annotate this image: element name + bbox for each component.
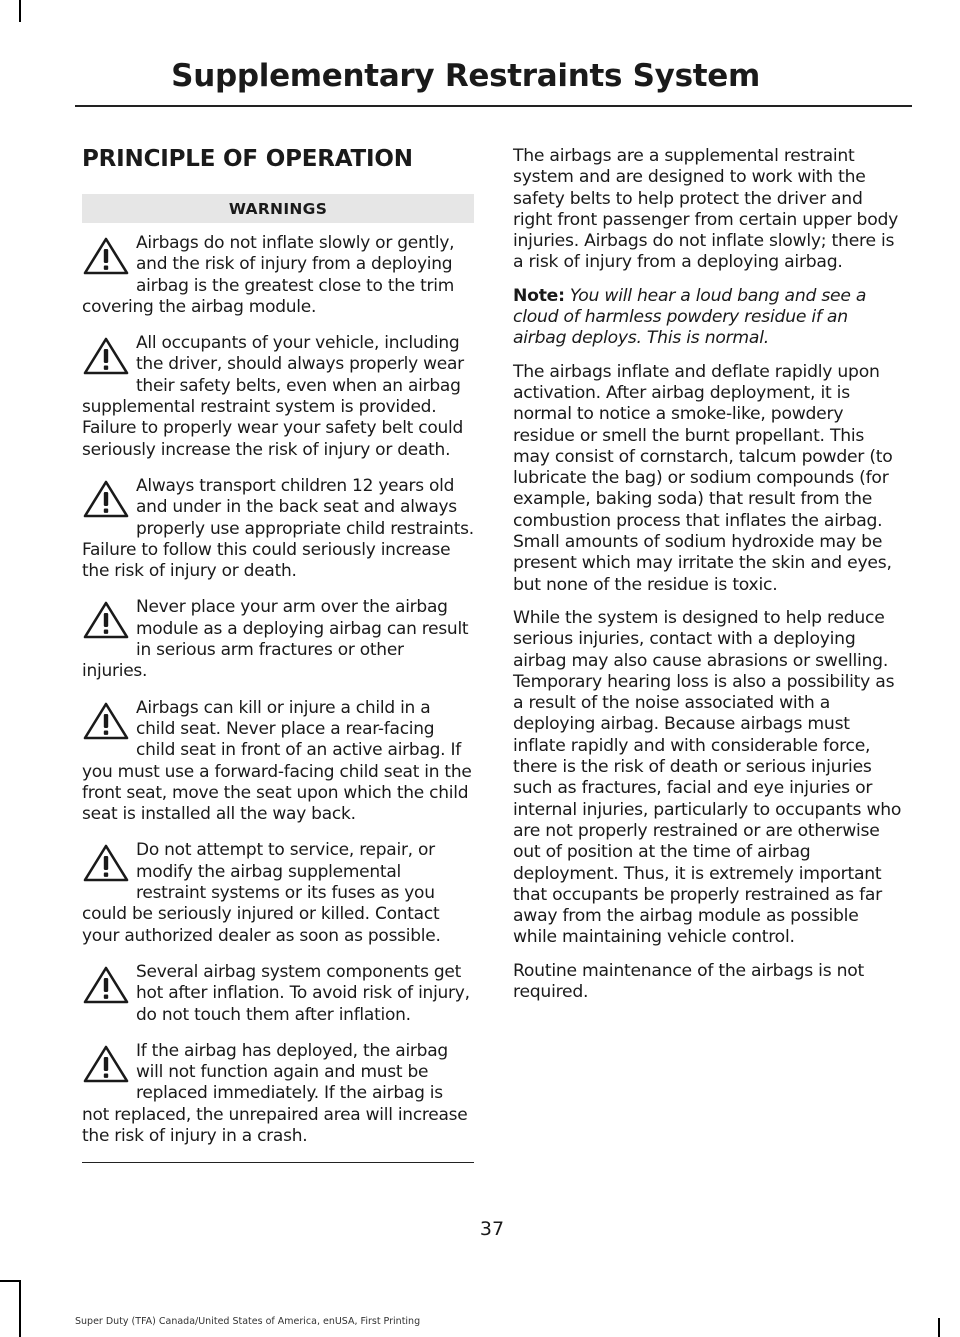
- warning-item: [82, 476, 474, 582]
- paragraph-injury-risk: While the system is designed to help reduce serious injuries, contact with a deploying airbag may also cause abrasions or swelling. Temporary hearing loss is also a possibility as a result of the noise associated with a deploying airbag. Because airbags must inflate rapidly and with considerable force, there is the risk of death or serious injuries such as fractures, facial and eye injuries or internal injuries, particularly to occupants who are not properly restrained or are otherwise out of position at the time of airbag deployment. Thus, it is extremely important that occupants be properly restrained as far away from the airbag module as possible while maintaining vehicle control.: [513, 607, 902, 948]
- paragraph-supplemental-restraint: The airbags are a supplemental restraint system and are designed to work with the safety belts to help protect the driver and right front passenger from certain upper body injuries. Airbags do not inflate slowly; there is a risk of injury from a deploying airbag.: [513, 146, 899, 273]
- warning-item: [82, 962, 474, 1026]
- paragraph-inflate-deflate: The airbags inflate and deflate rapidly upon activation. After airbag deployment, it is normal to notice a smoke-like, powdery residue or smell the burnt propellant. This may consist of cornstarch, talcum powder (to lubricate the bag) or sodium compounds (for example, baking soda) that result from the combustion process that inflates the airbag. Small amounts of sodium hydroxide may be present which may irritate the skin and eyes, but none of the residue is toxic.: [513, 361, 893, 595]
- section-title: PRINCIPLE OF OPERATION: [82, 146, 413, 172]
- warning-text: All occupants of your vehicle, including the driver, should always properly wear their safety belts, even when an airbag supplemental restraint system is provided. Failure to properly wear your safety belt could seriously increase the risk of injury or death.: [82, 333, 464, 460]
- warning-item: [82, 597, 474, 682]
- warning-item: [82, 1041, 474, 1147]
- crop-mark-bottom-right: [938, 1318, 940, 1337]
- warning-triangle-icon: [82, 965, 134, 1005]
- warnings-list: [82, 233, 474, 1147]
- warning-triangle-icon: [82, 1044, 134, 1084]
- note-text: You will hear a loud bang and see a cloud of harmless powdery residue if an airbag deploys. This is normal.: [513, 285, 867, 349]
- warning-text: Do not attempt to service, repair, or modify the airbag supplemental restraint systems or its fuses as you could be seriously injured or killed. Contact your authorized dealer as soon as possible.: [82, 840, 441, 946]
- warning-triangle-icon: [82, 236, 134, 276]
- warning-text: If the airbag has deployed, the airbag will not function again and must be replaced immediately. If the airbag is not replaced, the unrepaired area will increase the risk of injury in a crash.: [82, 1040, 468, 1146]
- page-number: 37: [479, 1218, 505, 1240]
- warning-text: Airbags can kill or injure a child in a child seat. Never place a rear-facing child seat in front of an active airbag. If you must use a forward-facing child seat in the front seat, move the seat upon which the child seat is installed all the way back.: [82, 697, 472, 825]
- warning-item: [82, 233, 474, 318]
- warning-text: Airbags do not inflate slowly or gently, and the risk of injury from a deploying airbag is the greatest close to the trim covering the airbag module.: [82, 233, 455, 317]
- page-header-title: Supplementary Restraints System: [171, 58, 760, 94]
- warning-triangle-icon: [82, 701, 134, 741]
- right-column: [513, 146, 906, 1015]
- note-label: Note:: [513, 285, 565, 306]
- warnings-end-rule: [82, 1162, 474, 1163]
- warning-item: [82, 698, 474, 826]
- warnings-heading: WARNINGS: [82, 194, 474, 223]
- warning-triangle-icon: [82, 600, 134, 640]
- warning-item: [82, 333, 474, 461]
- warning-text: Always transport children 12 years old and under in the back seat and always properly use appropriate child restraints. Failure to follow this could seriously increase the risk of injury or death.: [82, 475, 474, 582]
- crop-mark-top-left: [19, 0, 21, 22]
- warning-text: Never place your arm over the airbag module as a deploying airbag can result in serious arm fractures or other injuries.: [82, 597, 469, 682]
- footer-text: Super Duty (TFA) Canada/United States of America, enUSA, First Printing: [75, 1316, 421, 1327]
- warning-triangle-icon: [82, 479, 134, 519]
- header-divider: [75, 105, 912, 107]
- crop-mark-bottom-left-horizontal: [0, 1280, 20, 1282]
- warning-item: [82, 840, 474, 946]
- paragraph-maintenance: Routine maintenance of the airbags is not required.: [513, 960, 865, 1002]
- warning-triangle-icon: [82, 843, 134, 883]
- warning-triangle-icon: [82, 336, 134, 376]
- left-column: [82, 140, 474, 1163]
- warning-text: Several airbag system components get hot after inflation. To avoid risk of injury, do not touch them after inflation.: [136, 961, 470, 1025]
- crop-mark-bottom-left-vertical: [19, 1280, 21, 1337]
- note-paragraph: [513, 286, 906, 350]
